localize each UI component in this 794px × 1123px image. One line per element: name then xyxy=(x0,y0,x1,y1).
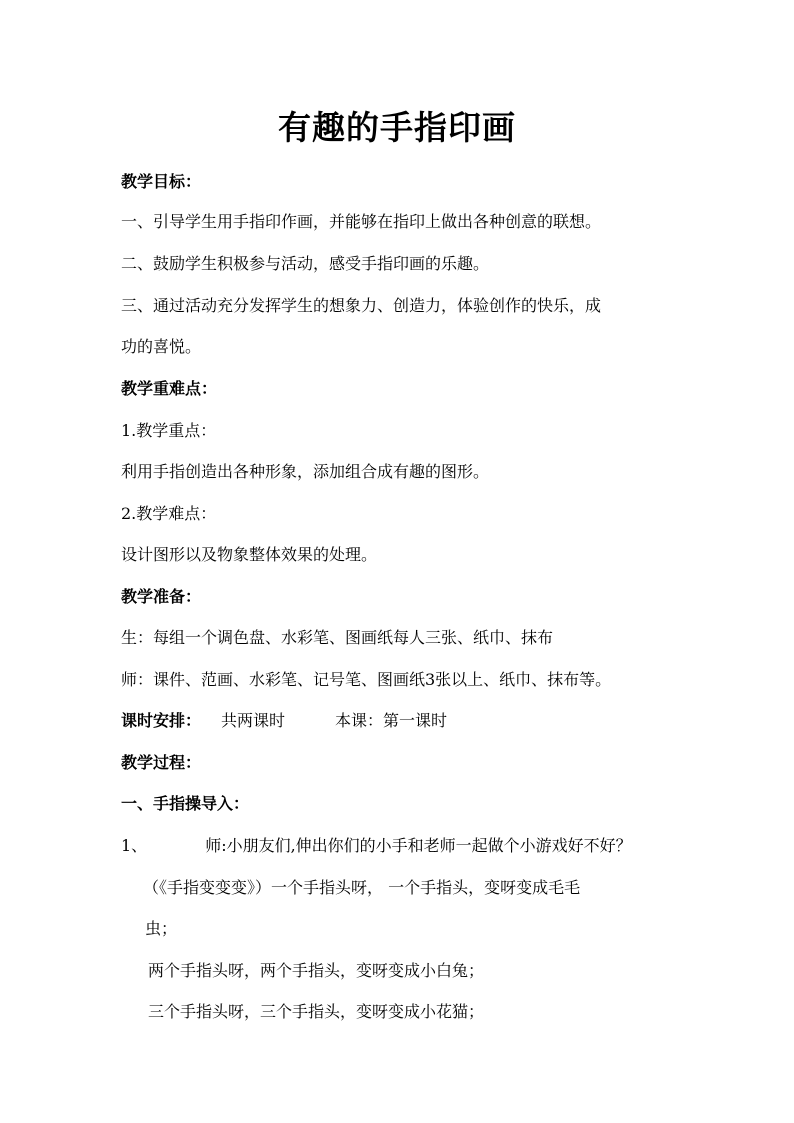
keypoints-heading: 教学重难点： xyxy=(121,379,218,398)
goal-item-3: 三、通过活动充分发挥学生的想象力、创造力，体验创作的快乐，成 xyxy=(121,296,602,315)
song-line-1: （《手指变变变》）一个手指头呀， 一个手指头，变呀变成毛毛 xyxy=(143,878,581,897)
schedule-total: 共两课时 xyxy=(221,711,286,730)
goals-heading: 教学目标： xyxy=(121,172,202,191)
page-title: 有趣的手指印画 xyxy=(278,108,516,147)
keypoint-2-text: 设计图形以及物象整体效果的处理。 xyxy=(121,545,378,564)
step-1-number: 1、 xyxy=(121,836,148,855)
keypoint-1-label: 1.教学重点： xyxy=(121,421,217,440)
step-1-row xyxy=(121,834,632,858)
schedule-current: 本课：第一课时 xyxy=(335,711,448,730)
process-heading: 教学过程： xyxy=(121,753,202,772)
step-1-text: 师:小朋友们,伸出你们的小手和老师一起做个小游戏好不好？ xyxy=(205,836,632,855)
prep-heading: 教学准备： xyxy=(121,587,202,606)
prep-teacher: 师：课件、范画、水彩笔、记号笔、图画纸3张以上、纸巾、抹布等。 xyxy=(121,670,612,689)
goal-item-2: 二、鼓励学生积极参与活动，感受手指印画的乐趣。 xyxy=(121,254,490,273)
prep-student: 生：每组一个调色盘、水彩笔、图画纸每人三张、纸巾、抹布 xyxy=(121,628,554,647)
goal-item-1: 一、引导学生用手指印作画，并能够在指印上做出各种创意的联想。 xyxy=(121,212,602,231)
keypoint-2-label: 2.教学难点： xyxy=(121,504,217,523)
keypoint-1-text: 利用手指创造出各种形象，添加组合成有趣的图形。 xyxy=(121,462,490,481)
goal-item-3-continued: 功的喜悦。 xyxy=(121,337,202,356)
song-line-3: 三个手指头呀，三个手指头，变呀变成小花猫； xyxy=(148,1002,485,1021)
song-line-2: 两个手指头呀，两个手指头，变呀变成小白兔； xyxy=(148,961,485,980)
schedule-row xyxy=(121,709,447,733)
song-line-1-continued: 虫； xyxy=(145,919,178,938)
schedule-heading: 课时安排： xyxy=(121,711,202,730)
section-1-heading: 一、手指操导入： xyxy=(121,794,250,813)
